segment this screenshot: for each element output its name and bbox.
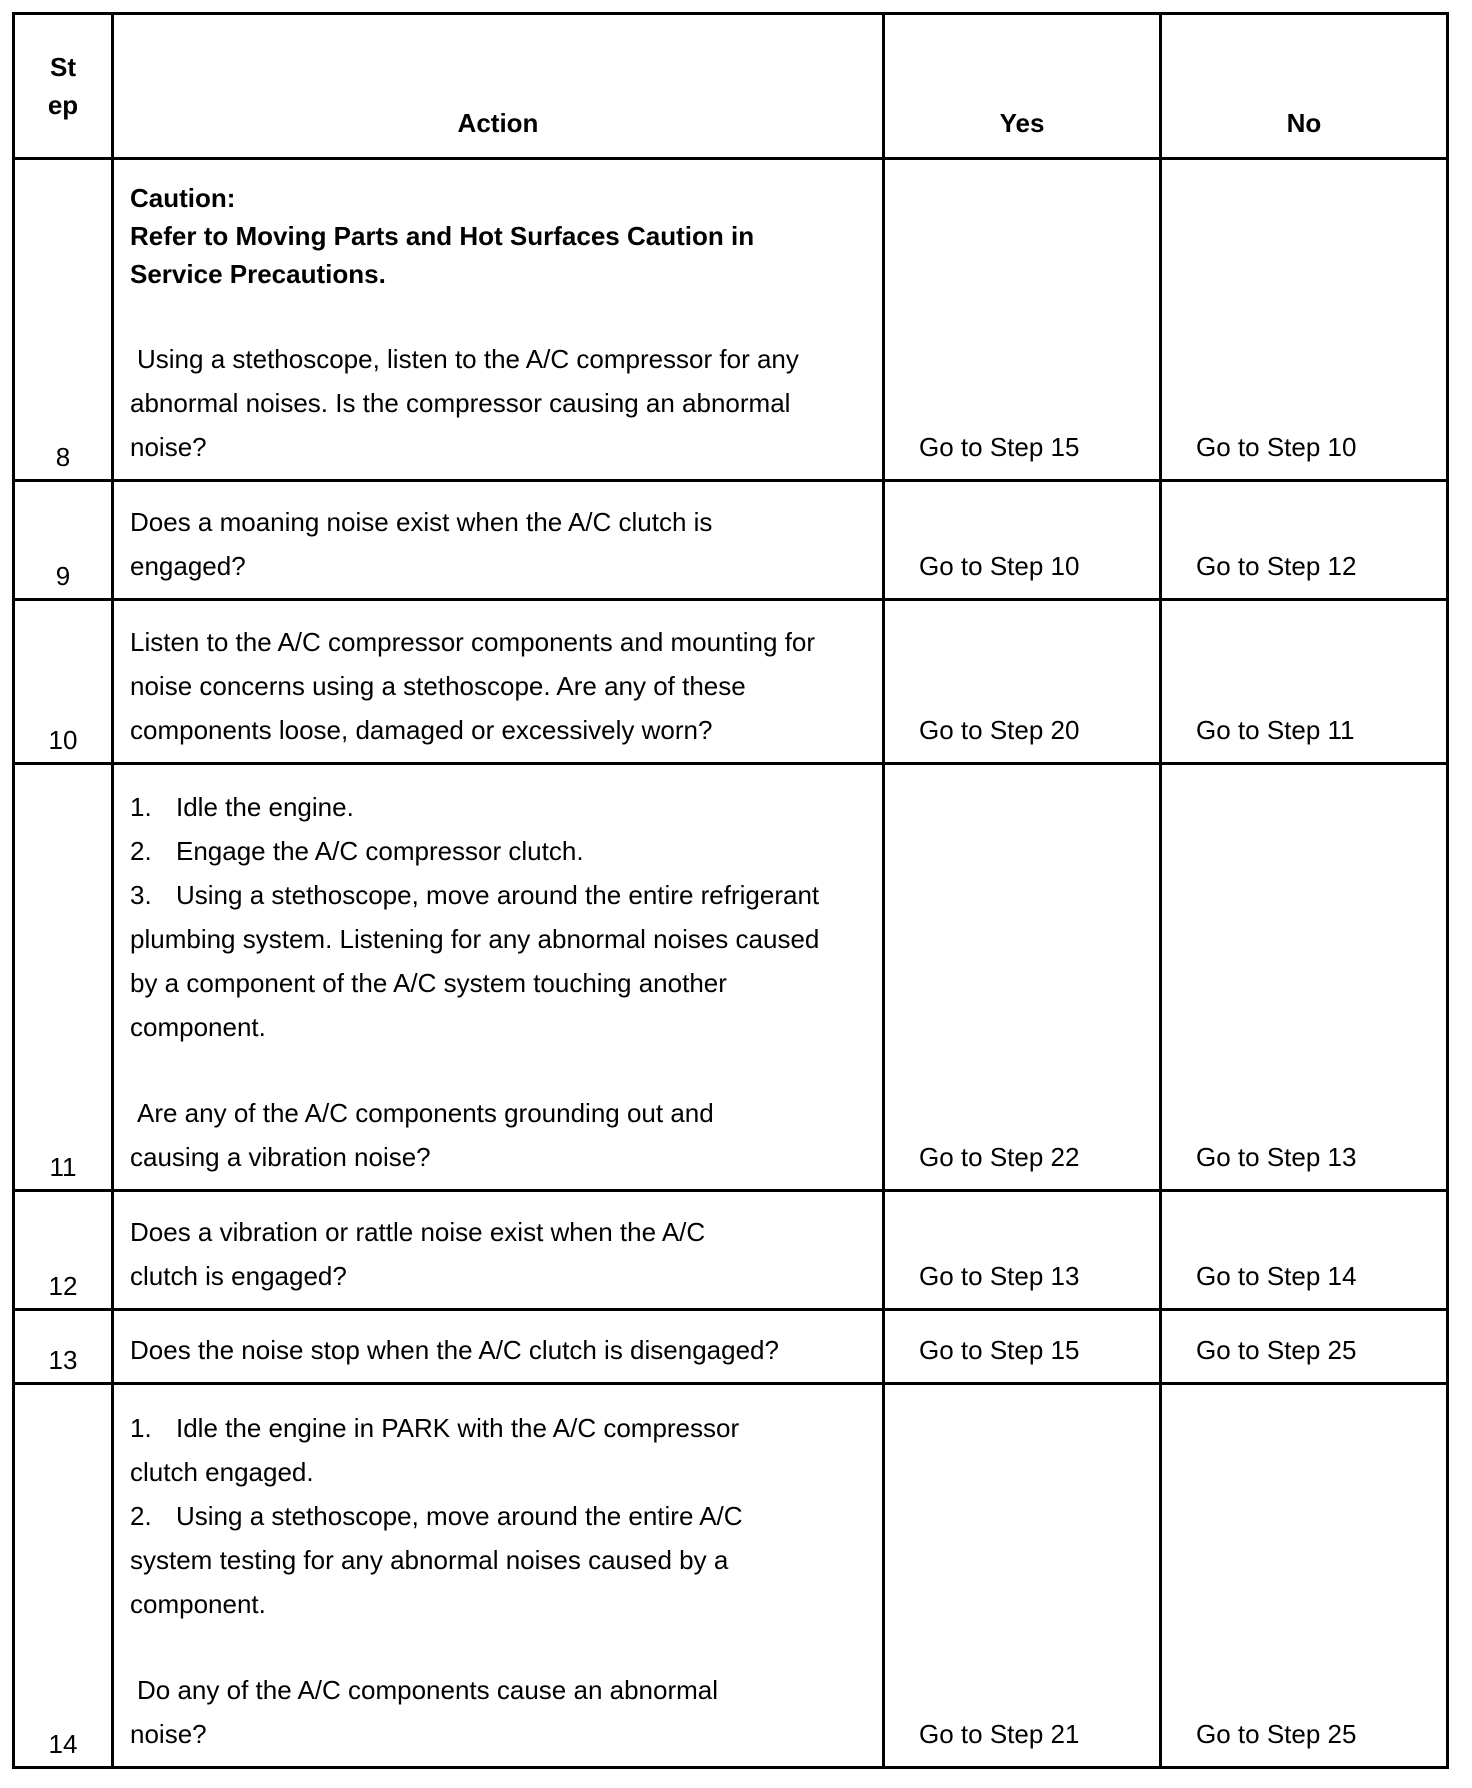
step-number: 8 [14,159,113,481]
yes-cell: Go to Step 10 [884,481,1161,600]
no-cell: Go to Step 14 [1161,1191,1448,1310]
action-cell [113,1384,884,1768]
yes-cell: Go to Step 21 [884,1384,1161,1768]
action-cell [113,481,884,600]
question-text: Do any of the A/C components cause an abnormal noise? [130,1675,719,1749]
list-item: 1. Idle the engine. [130,792,354,822]
no-cell: Go to Step 25 [1161,1384,1448,1768]
action-text: Using a stethoscope, listen to the A/C compressor for any abnormal noises. Is the compressor causing an abnormal noise? [130,344,799,462]
table-row [14,764,1448,1191]
caution-title: Caution: [130,183,236,213]
action-text: Listen to the A/C compressor components and mounting for noise concerns using a stethoscope. Are any of these components loose, damaged or excessively worn? [130,627,816,745]
action-text: Does a vibration or rattle noise exist when the A/C clutch is engaged? [130,1217,706,1291]
table-row [14,159,1448,481]
yes-cell: Go to Step 15 [884,159,1161,481]
step-number: 12 [14,1191,113,1310]
no-cell: Go to Step 10 [1161,159,1448,481]
caution-block [130,179,868,293]
action-text: Does the noise stop when the A/C clutch is disengaged? [130,1335,779,1365]
table-row [14,1310,1448,1384]
no-cell: Go to Step 12 [1161,481,1448,600]
action-cell [113,1191,884,1310]
yes-cell: Go to Step 15 [884,1310,1161,1384]
no-cell: Go to Step 25 [1161,1310,1448,1384]
header-no: No [1161,14,1448,159]
step-number: 11 [14,764,113,1191]
header-action: Action [113,14,884,159]
caution-text: Refer to Moving Parts and Hot Surfaces Caution in Service Precautions. [130,221,755,289]
table-row [14,1191,1448,1310]
list-item: 3. Using a stethoscope, move around the entire refrigerant plumbing system. Listening for any abnormal noises caused by a component of the A/C system touching another component. [130,880,820,1042]
action-cell [113,600,884,764]
step-number: 14 [14,1384,113,1768]
table-row [14,481,1448,600]
question-text: Are any of the A/C components grounding out and causing a vibration noise? [130,1098,714,1172]
action-cell [113,159,884,481]
list-item: 1. Idle the engine in PARK with the A/C compressor clutch engaged. [130,1413,740,1487]
table-row [14,600,1448,764]
yes-cell: Go to Step 13 [884,1191,1161,1310]
action-text: Does a moaning noise exist when the A/C clutch is engaged? [130,507,713,581]
action-cell [113,1310,884,1384]
table-row [14,1384,1448,1768]
no-cell: Go to Step 11 [1161,600,1448,764]
no-cell: Go to Step 13 [1161,764,1448,1191]
header-row [14,14,1448,159]
step-number: 9 [14,481,113,600]
diagnostic-steps-table [12,12,1449,1769]
step-number: 10 [14,600,113,764]
header-yes: Yes [884,14,1161,159]
list-item: 2. Engage the A/C compressor clutch. [130,836,584,866]
yes-cell: Go to Step 20 [884,600,1161,764]
list-item: 2. Using a stethoscope, move around the entire A/C system testing for any abnormal noises caused by a component. [130,1501,743,1619]
header-step: St ep [14,14,113,159]
yes-cell: Go to Step 22 [884,764,1161,1191]
step-number: 13 [14,1310,113,1384]
action-cell [113,764,884,1191]
